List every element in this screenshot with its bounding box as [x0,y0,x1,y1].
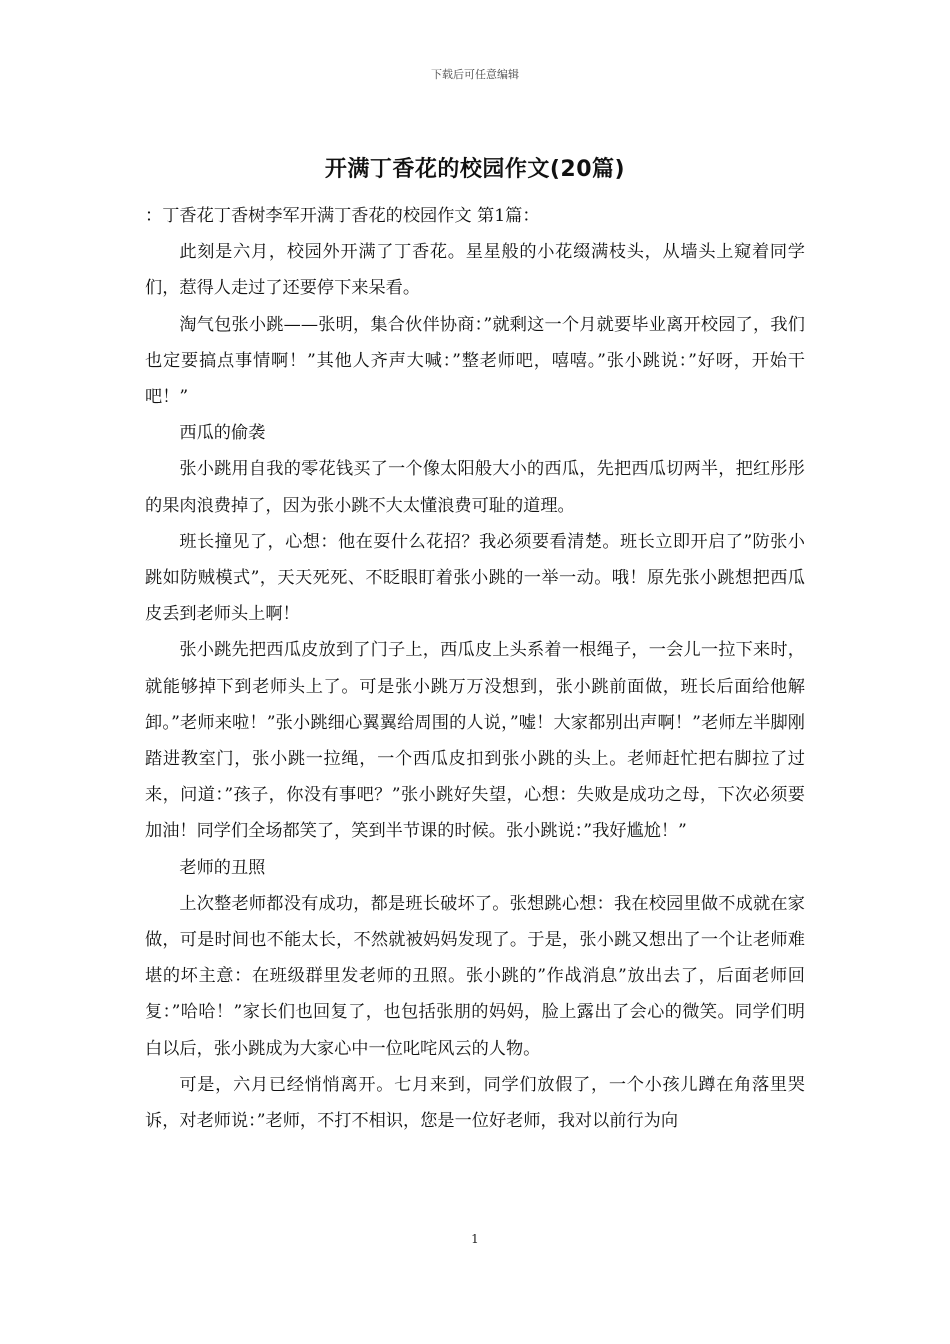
paragraph: 上次整老师都没有成功，都是班长破坏了。张想跳心想：我在校园里做不成就在家做，可是时间也不能太长，不然就被妈妈发现了。于是，张小跳又想出了一个让老师难堪的坏主意：在班级群里发老师的丑照。张小跳的”作战消息”放出去了，后面老师回复：”哈哈！”家长们也回复了，也包括张朋的妈妈，脸上露出了会心的微笑。同学们明白以后，张小跳成为大家心中一位叱咤风云的人物。 [145,893,805,1059]
document-body [145,198,805,1139]
page-number: 1 [471,1232,479,1246]
paragraph: 此刻是六月，校园外开满了丁香花。星星般的小花缀满枝头，从墙头上窥着同学们，惹得人走过了还要停下来呆看。 [145,242,805,299]
page-header-note: 下载后可任意编辑 [431,68,519,81]
paragraph: 班长撞见了，心想：他在耍什么花招？我必须要看清楚。班长立即开启了”防张小跳如防贼模式”，天天死死、不眨眼盯着张小跳的一举一动。哦！原先张小跳想把西瓜皮丢到老师头上啊！ [145,531,805,625]
section-heading: 西瓜的偷袭 [179,423,266,444]
intro-line: ：丁香花丁香树李军开满丁香花的校园作文 第1篇： [145,206,540,226]
section-heading: 老师的丑照 [179,857,266,878]
paragraph: 淘气包张小跳——张明，集合伙伴协商：”就剩这一个月就要毕业离开校园了，我们也定要搞点事情啊！”其他人齐声大喊：”整老师吧，嘻嘻。”张小跳说：”好呀，开始干吧！” [145,314,805,408]
document-title: 开满丁香花的校园作文(20篇) [324,157,626,182]
paragraph: 张小跳先把西瓜皮放到了门子上，西瓜皮上头系着一根绳子，一会儿一拉下来时，就能够掉下到老师头上了。可是张小跳万万没想到，张小跳前面做，班长后面给他解卸。”老师来啦！”张小跳细心翼翼给周围的人说，”嘘！大家都别出声啊！”老师左半脚刚踏进教室门，张小跳一拉绳，一个西瓜皮扣到张小跳的头上。老师赶忙把右脚拉了过来，问道：”孩子，你没有事吧？”张小跳好失望，心想：失败是成功之母，下次必须要加油！同学们全场都笑了，笑到半节课的时候。张小跳说：”我好尴尬！” [145,640,805,842]
paragraph: 可是，六月已经悄悄离开。七月来到，同学们放假了，一个小孩儿蹲在角落里哭诉，对老师说：”老师，不打不相识，您是一位好老师，我对以前行为向 [145,1074,805,1132]
paragraph: 张小跳用自我的零花钱买了一个像太阳般大小的西瓜，先把西瓜切两半，把红彤彤的果肉浪费掉了，因为张小跳不大太懂浪费可耻的道理。 [145,459,805,516]
